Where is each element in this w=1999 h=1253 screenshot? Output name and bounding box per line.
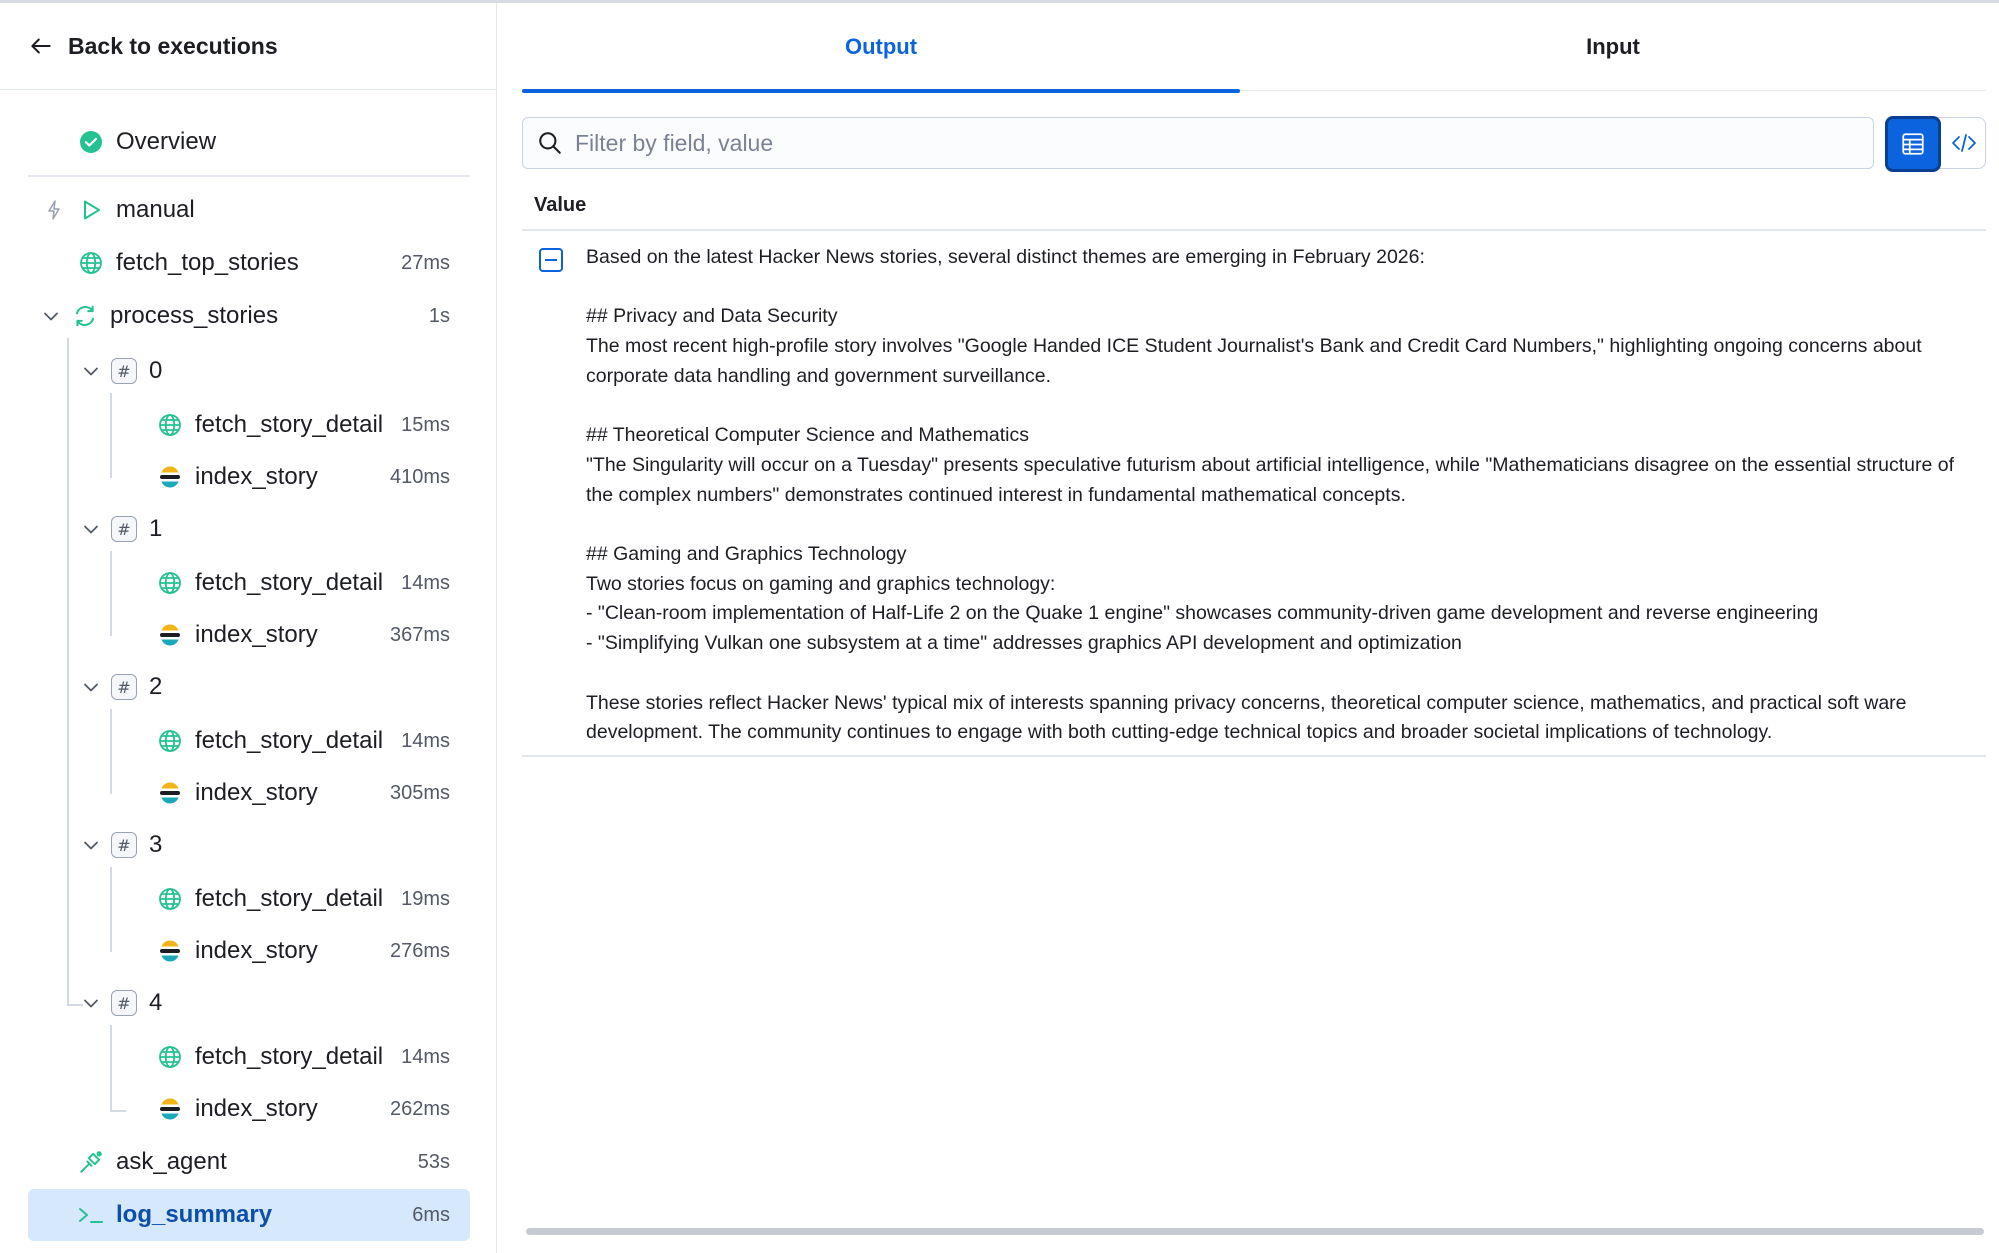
duration: 15ms <box>401 413 450 436</box>
duration: 305ms <box>389 781 450 804</box>
tree-item-iteration[interactable] <box>111 507 311 551</box>
tree-item-index-story[interactable] <box>157 613 450 657</box>
elasticsearch-icon <box>157 1096 183 1122</box>
iteration-index: 1 <box>149 515 163 542</box>
chevron-down-icon[interactable] <box>81 361 101 381</box>
tree-item-label: ask_agent <box>116 1148 227 1175</box>
json-view-button[interactable] <box>1943 118 1985 168</box>
back-label: Back to executions <box>68 32 278 59</box>
tree-item-label: Overview <box>116 128 217 155</box>
check-circle-icon <box>78 129 104 155</box>
column-header-value: Value <box>534 194 587 216</box>
tab-output[interactable]: Output <box>522 3 1240 91</box>
search-icon <box>537 130 563 156</box>
view-mode-toggle <box>1886 117 1986 169</box>
tree-item-fetch-story-detail[interactable] <box>157 877 450 921</box>
duration: 367ms <box>389 623 450 646</box>
tree-item-fetch-story-detail[interactable] <box>157 561 450 605</box>
duration: 53s <box>417 1150 450 1173</box>
globe-icon <box>157 1044 183 1070</box>
iteration-index: 4 <box>149 989 163 1016</box>
duration: 19ms <box>401 887 450 910</box>
elasticsearch-icon <box>157 780 183 806</box>
tree-item-label: process_stories <box>110 302 279 329</box>
duration: 27ms <box>401 251 450 274</box>
duration: 14ms <box>401 571 450 594</box>
tree-item-index-story[interactable] <box>157 455 450 499</box>
tree-item-label: fetch_story_detail <box>195 569 384 596</box>
tree-line <box>110 1110 126 1112</box>
tree-item-label: fetch_story_detail <box>195 1043 384 1070</box>
tree-item-fetch-story-detail[interactable] <box>157 1035 450 1079</box>
collapse-icon[interactable] <box>539 248 563 272</box>
tree-line <box>110 1025 112 1110</box>
chevron-down-icon[interactable] <box>41 306 61 326</box>
agent-plug-icon <box>78 1149 104 1175</box>
duration: 262ms <box>389 1097 450 1120</box>
refresh-icon <box>72 303 98 329</box>
hash-icon: # <box>111 832 137 858</box>
hash-icon: # <box>111 358 137 384</box>
header-divider <box>522 229 1986 231</box>
code-icon <box>1951 131 1977 155</box>
back-to-executions-link[interactable] <box>0 3 497 90</box>
tree-item-label: fetch_story_detail <box>195 885 384 912</box>
tree-item-label: manual <box>116 196 195 223</box>
tree-item-manual[interactable] <box>44 188 470 232</box>
globe-icon <box>78 250 104 276</box>
chevron-down-icon[interactable] <box>81 993 101 1013</box>
iteration-index: 3 <box>149 831 163 858</box>
tree-item-label: index_story <box>195 621 318 648</box>
tree-item-label: fetch_top_stories <box>116 249 299 276</box>
tree-item-overview[interactable] <box>78 120 470 164</box>
chevron-down-icon[interactable] <box>81 519 101 539</box>
tree-item-iteration[interactable] <box>111 823 311 867</box>
tree-item-label: log_summary <box>116 1201 273 1228</box>
duration: 276ms <box>389 939 450 962</box>
filter-search-box[interactable] <box>522 117 1874 169</box>
arrow-left-icon <box>28 33 54 59</box>
tab-input[interactable]: Input <box>1586 34 1640 59</box>
tree-item-index-story[interactable] <box>157 929 450 973</box>
tree-item-index-story[interactable] <box>157 1087 450 1131</box>
tree-item-iteration[interactable] <box>111 349 311 393</box>
elasticsearch-icon <box>157 622 183 648</box>
hash-icon: # <box>111 674 137 700</box>
execution-tree-sidebar <box>0 3 497 1253</box>
elasticsearch-icon <box>157 464 183 490</box>
overview-divider <box>28 175 470 177</box>
tab-bar <box>522 3 1986 91</box>
tree-item-label: index_story <box>195 937 318 964</box>
duration: 1s <box>428 304 450 327</box>
iteration-index: 0 <box>149 357 163 384</box>
filter-input[interactable] <box>575 130 1855 157</box>
output-value-text: Based on the latest Hacker News stories, several distinct themes are emerging in February 2026: ## Privacy and Data Security The most recent high-profile story involves "Google Handed ICE Student Journalist's Bank and Credit Card Numbers," highlighting ongoing concerns about corporate data handling and government surveillance. ## Theoretical Computer Science and Mathematics "The Singularity will occur on a Tuesday" presents speculative futurism about artificial intelligence, while "Mathematicians disagree on the essential structure of the complex numbers" demonstrates continued interest in fundamental mathematical concepts. ## Gaming and Graphics Technology Two stories focus on gaming and graphics technology: - "Clean-room implementation of Half-Life 2 on the Quake 1 engine" showcases community-driven game development and reverse engineering - "Simplifying Vulkan one subsystem at a time" addresses graphics API development and optimization These stories reflect Hacker News' typical mix of interests spanning privacy concerns, theoretical computer science, mathematics, and practical soft ware development. The community continues to engage with both cutting-edge technical topics and broader societal implications of technology. <box>586 246 1955 744</box>
chevron-down-icon[interactable] <box>81 835 101 855</box>
tree-line <box>110 709 112 794</box>
tree-item-index-story[interactable] <box>157 771 450 815</box>
globe-icon <box>157 728 183 754</box>
tree-line <box>67 338 69 1004</box>
step-detail-panel <box>498 3 1999 1253</box>
tree-item-iteration[interactable] <box>111 981 311 1025</box>
tree-item-iteration[interactable] <box>111 665 311 709</box>
tree-item-process-stories[interactable] <box>72 294 450 338</box>
duration: 14ms <box>401 729 450 752</box>
tree-item-label: fetch_story_detail <box>195 411 384 438</box>
tree-item-label: index_story <box>195 463 318 490</box>
hash-icon: # <box>111 516 137 542</box>
tree-line <box>110 393 112 478</box>
globe-icon <box>157 886 183 912</box>
tree-item-label: index_story <box>195 779 318 806</box>
tree-item-ask-agent[interactable] <box>78 1140 450 1184</box>
globe-icon <box>157 412 183 438</box>
tree-item-label: fetch_story_detail <box>195 727 384 754</box>
table-icon <box>1900 131 1926 157</box>
tree-item-label: index_story <box>195 1095 318 1122</box>
horizontal-scrollbar[interactable] <box>526 1228 1984 1235</box>
iteration-index: 2 <box>149 673 163 700</box>
elasticsearch-icon <box>157 938 183 964</box>
tree-line <box>110 551 112 636</box>
tree-item-fetch-story-detail[interactable] <box>157 719 450 763</box>
bolt-icon <box>44 197 64 223</box>
play-icon <box>78 197 104 223</box>
table-view-button[interactable] <box>1885 116 1941 172</box>
row-divider <box>522 755 1986 757</box>
duration: 410ms <box>389 465 450 488</box>
tree-item-log-summary[interactable] <box>78 1193 450 1237</box>
globe-icon <box>157 570 183 596</box>
chevron-down-icon[interactable] <box>81 677 101 697</box>
terminal-icon <box>78 1202 104 1228</box>
tree-item-fetch-story-detail[interactable] <box>157 403 450 447</box>
hash-icon: # <box>111 990 137 1016</box>
duration: 6ms <box>412 1203 450 1226</box>
duration: 14ms <box>401 1045 450 1068</box>
tree-item-fetch-top-stories[interactable] <box>78 241 450 285</box>
tree-line <box>110 867 112 952</box>
